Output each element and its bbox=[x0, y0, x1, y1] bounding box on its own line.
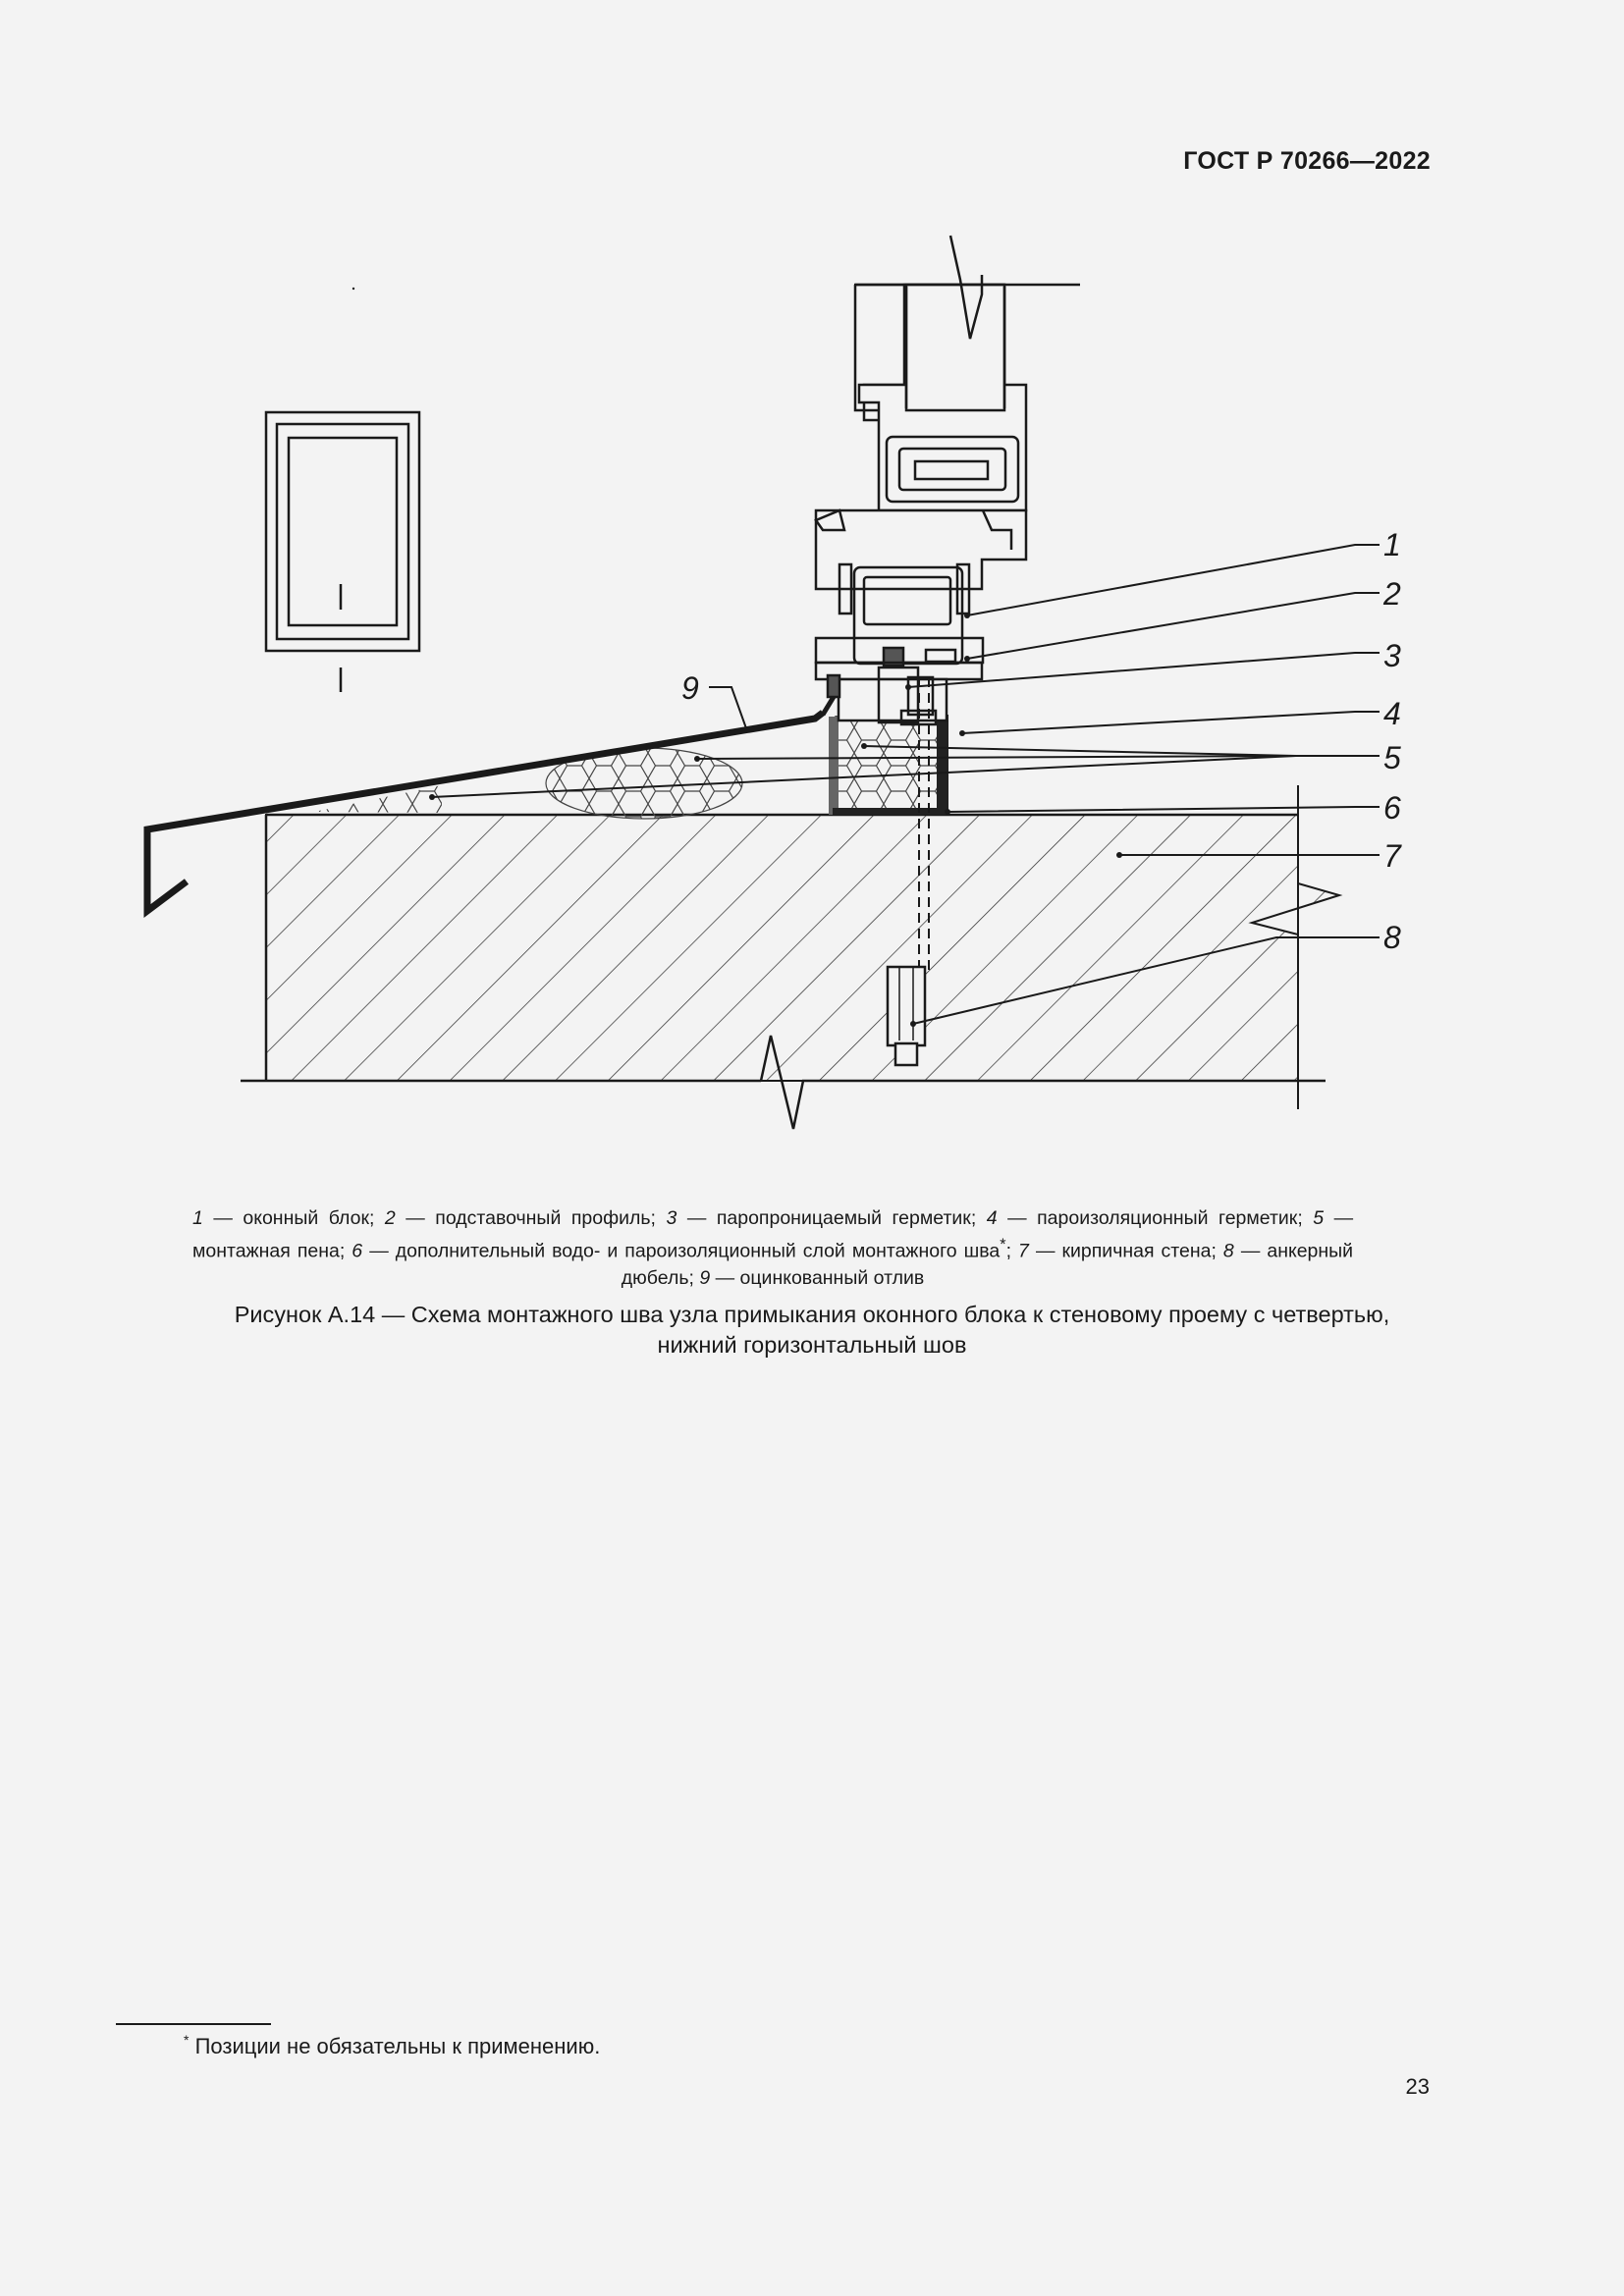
mounting-joint bbox=[829, 715, 948, 815]
caption-line-2: нижний горизонтальный шов bbox=[657, 1332, 967, 1358]
footnote bbox=[184, 2032, 600, 2059]
callout-2: 2 bbox=[1383, 576, 1401, 612]
callout-3: 3 bbox=[1383, 638, 1401, 673]
caption-line-1: Рисунок А.14 — Схема монтажного шва узла примыкания оконного блока к стеновому проему с четвертью, bbox=[234, 1302, 1390, 1327]
footnote-text: Позиции не обязательны к применению. bbox=[194, 2034, 601, 2058]
callout-5: 5 bbox=[1383, 740, 1401, 775]
document-code-header: ГОСТ Р 70266—2022 bbox=[1183, 147, 1431, 175]
callout-7: 7 bbox=[1383, 838, 1401, 874]
callout-6: 6 bbox=[1383, 790, 1401, 826]
callout-9: 9 bbox=[681, 670, 699, 706]
footnote-mark: * bbox=[184, 2032, 189, 2048]
figure-legend: 1 — оконный блок; 2 — подставочный профиль; 3 — паропроницаемый герметик; 4 — пароизоляционный герметик; 5 — монтажная пена; 6 — дополнительный водо- и пароизоляционный слой монтажного шва*; 7 — кирпичная стена; 8 — анкерный дюбель; 9 — оцинкованный отлив bbox=[192, 1207, 1354, 1289]
foam-under-sill bbox=[314, 748, 742, 819]
page-number: 23 bbox=[1405, 2074, 1430, 2099]
figure-caption bbox=[147, 1300, 1477, 1361]
callout-4: 4 bbox=[1383, 696, 1401, 731]
callout-8: 8 bbox=[1383, 920, 1401, 955]
footnote-divider bbox=[116, 2023, 271, 2025]
window-thumbnail-icon bbox=[266, 412, 419, 692]
callout-1: 1 bbox=[1383, 527, 1401, 562]
brick-wall bbox=[241, 785, 1339, 1129]
